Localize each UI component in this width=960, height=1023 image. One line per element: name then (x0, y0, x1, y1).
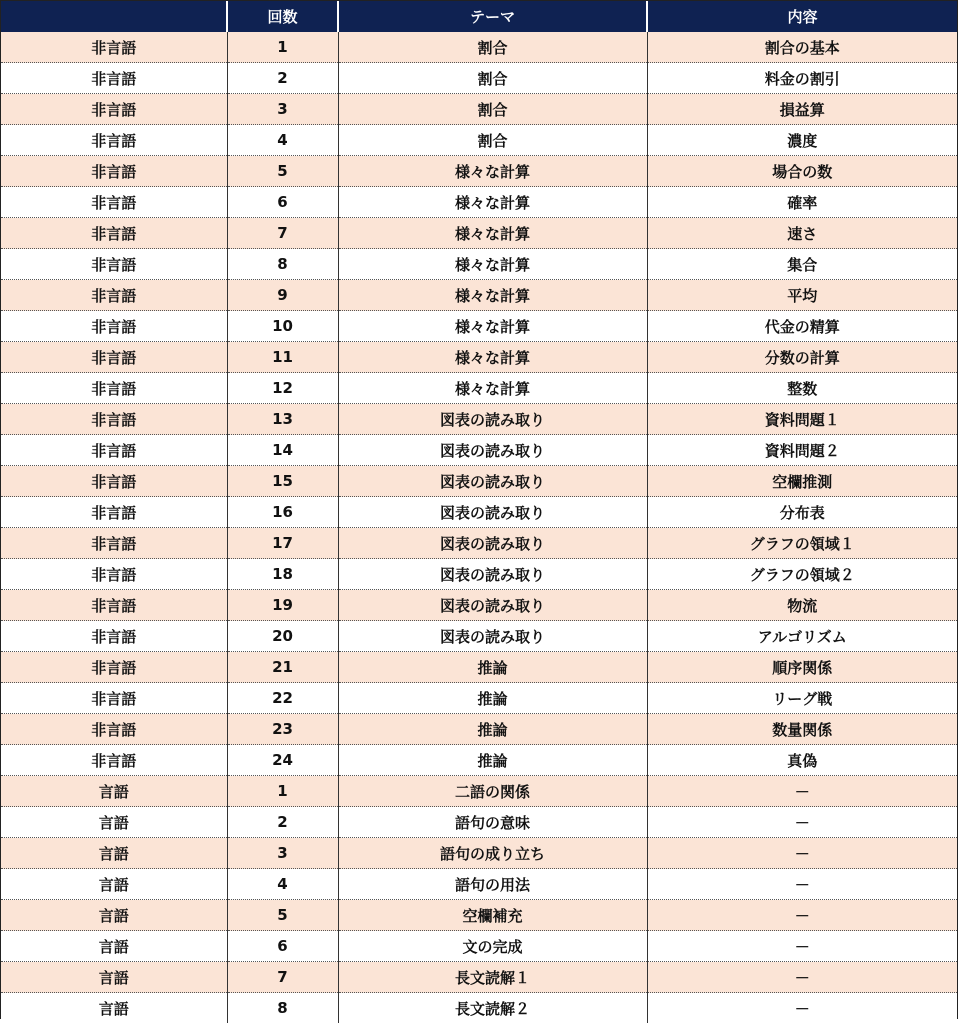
cell-content: 資料問題１ (647, 404, 957, 435)
cell-content: 平均 (647, 280, 957, 311)
cell-category: 非言語 (1, 621, 227, 652)
cell-count: 2 (227, 63, 338, 94)
cell-category: 非言語 (1, 435, 227, 466)
cell-theme: 様々な計算 (338, 156, 647, 187)
cell-count: 7 (227, 218, 338, 249)
table-row (1, 714, 957, 745)
cell-content: － (647, 838, 957, 869)
cell-count: 10 (227, 311, 338, 342)
cell-count: 19 (227, 590, 338, 621)
cell-content: 代金の精算 (647, 311, 957, 342)
table-row (1, 652, 957, 683)
cell-content: 場合の数 (647, 156, 957, 187)
cell-count: 22 (227, 683, 338, 714)
cell-content: － (647, 776, 957, 807)
cell-content: － (647, 807, 957, 838)
table-row (1, 466, 957, 497)
cell-theme: 図表の読み取り (338, 559, 647, 590)
cell-content: アルゴリズム (647, 621, 957, 652)
cell-count: 13 (227, 404, 338, 435)
table-row (1, 156, 957, 187)
cell-content: － (647, 993, 957, 1023)
cell-theme: 図表の読み取り (338, 466, 647, 497)
cell-category: 言語 (1, 900, 227, 931)
table-row (1, 280, 957, 311)
cell-content: リーグ戦 (647, 683, 957, 714)
cell-content: 順序関係 (647, 652, 957, 683)
header-content: 内容 (647, 1, 957, 32)
cell-category: 非言語 (1, 249, 227, 280)
cell-content: グラフの領域２ (647, 559, 957, 590)
cell-theme: 様々な計算 (338, 218, 647, 249)
table-row (1, 94, 957, 125)
cell-count: 23 (227, 714, 338, 745)
cell-theme: 長文読解１ (338, 962, 647, 993)
table-row (1, 435, 957, 466)
cell-theme: 様々な計算 (338, 187, 647, 218)
cell-theme: 空欄補充 (338, 900, 647, 931)
cell-category: 言語 (1, 993, 227, 1023)
cell-count: 16 (227, 497, 338, 528)
cell-content: － (647, 931, 957, 962)
table-row (1, 528, 957, 559)
cell-count: 17 (227, 528, 338, 559)
cell-content: 整数 (647, 373, 957, 404)
cell-category: 非言語 (1, 63, 227, 94)
table-row (1, 187, 957, 218)
cell-count: 9 (227, 280, 338, 311)
cell-count: 4 (227, 869, 338, 900)
cell-content: 集合 (647, 249, 957, 280)
cell-count: 20 (227, 621, 338, 652)
table-row (1, 590, 957, 621)
table-row (1, 218, 957, 249)
cell-category: 非言語 (1, 745, 227, 776)
cell-theme: 語句の用法 (338, 869, 647, 900)
table-row (1, 745, 957, 776)
cell-theme: 割合 (338, 125, 647, 156)
cell-content: 速さ (647, 218, 957, 249)
cell-theme: 語句の意味 (338, 807, 647, 838)
cell-count: 1 (227, 32, 338, 63)
cell-theme: 二語の関係 (338, 776, 647, 807)
cell-content: 物流 (647, 590, 957, 621)
table-body (1, 32, 957, 1023)
cell-theme: 割合 (338, 63, 647, 94)
table-row (1, 993, 957, 1023)
table-row (1, 931, 957, 962)
table-row (1, 869, 957, 900)
cell-category: 非言語 (1, 404, 227, 435)
cell-content: － (647, 962, 957, 993)
cell-content: 資料問題２ (647, 435, 957, 466)
curriculum-table (1, 1, 957, 1023)
cell-count: 12 (227, 373, 338, 404)
cell-category: 非言語 (1, 528, 227, 559)
cell-theme: 推論 (338, 714, 647, 745)
cell-content: 真偽 (647, 745, 957, 776)
table-row (1, 32, 957, 63)
table-row (1, 497, 957, 528)
cell-count: 3 (227, 94, 338, 125)
cell-category: 非言語 (1, 497, 227, 528)
cell-theme: 推論 (338, 683, 647, 714)
table-row (1, 962, 957, 993)
cell-theme: 図表の読み取り (338, 590, 647, 621)
table-row (1, 776, 957, 807)
cell-content: 確率 (647, 187, 957, 218)
cell-theme: 様々な計算 (338, 311, 647, 342)
cell-category: 言語 (1, 807, 227, 838)
cell-category: 非言語 (1, 32, 227, 63)
cell-content: － (647, 900, 957, 931)
cell-count: 18 (227, 559, 338, 590)
cell-category: 非言語 (1, 714, 227, 745)
cell-theme: 図表の読み取り (338, 621, 647, 652)
cell-count: 6 (227, 931, 338, 962)
cell-count: 3 (227, 838, 338, 869)
table-row (1, 838, 957, 869)
table-row (1, 311, 957, 342)
cell-count: 11 (227, 342, 338, 373)
cell-content: 濃度 (647, 125, 957, 156)
cell-category: 非言語 (1, 683, 227, 714)
cell-theme: 様々な計算 (338, 373, 647, 404)
header-row (1, 1, 957, 32)
cell-category: 非言語 (1, 311, 227, 342)
cell-theme: 様々な計算 (338, 342, 647, 373)
cell-count: 5 (227, 900, 338, 931)
cell-category: 非言語 (1, 280, 227, 311)
table-row (1, 559, 957, 590)
cell-content: － (647, 869, 957, 900)
table-row (1, 63, 957, 94)
header-category (1, 1, 227, 32)
table-row (1, 404, 957, 435)
table-row (1, 249, 957, 280)
cell-count: 14 (227, 435, 338, 466)
cell-content: 損益算 (647, 94, 957, 125)
cell-category: 言語 (1, 776, 227, 807)
table-row (1, 373, 957, 404)
cell-category: 非言語 (1, 156, 227, 187)
cell-theme: 推論 (338, 652, 647, 683)
cell-category: 言語 (1, 838, 227, 869)
cell-category: 非言語 (1, 466, 227, 497)
cell-category: 非言語 (1, 187, 227, 218)
cell-theme: 様々な計算 (338, 249, 647, 280)
cell-category: 言語 (1, 869, 227, 900)
cell-count: 8 (227, 249, 338, 280)
cell-category: 言語 (1, 962, 227, 993)
cell-count: 8 (227, 993, 338, 1023)
cell-count: 5 (227, 156, 338, 187)
cell-category: 非言語 (1, 373, 227, 404)
cell-count: 1 (227, 776, 338, 807)
cell-content: 分数の計算 (647, 342, 957, 373)
cell-content: 数量関係 (647, 714, 957, 745)
cell-category: 非言語 (1, 94, 227, 125)
cell-count: 2 (227, 807, 338, 838)
cell-category: 非言語 (1, 652, 227, 683)
cell-content: 割合の基本 (647, 32, 957, 63)
cell-theme: 図表の読み取り (338, 497, 647, 528)
cell-category: 非言語 (1, 559, 227, 590)
header-theme: テーマ (338, 1, 647, 32)
cell-category: 非言語 (1, 125, 227, 156)
cell-theme: 長文読解２ (338, 993, 647, 1023)
table-row (1, 900, 957, 931)
cell-category: 言語 (1, 931, 227, 962)
cell-theme: 図表の読み取り (338, 528, 647, 559)
cell-count: 4 (227, 125, 338, 156)
table-row (1, 621, 957, 652)
cell-count: 7 (227, 962, 338, 993)
cell-theme: 推論 (338, 745, 647, 776)
table-row (1, 125, 957, 156)
cell-theme: 割合 (338, 94, 647, 125)
cell-theme: 様々な計算 (338, 280, 647, 311)
cell-count: 21 (227, 652, 338, 683)
cell-content: 分布表 (647, 497, 957, 528)
table-header (1, 1, 957, 32)
cell-content: グラフの領域１ (647, 528, 957, 559)
cell-theme: 図表の読み取り (338, 404, 647, 435)
table-row (1, 342, 957, 373)
cell-theme: 図表の読み取り (338, 435, 647, 466)
cell-category: 非言語 (1, 342, 227, 373)
cell-theme: 文の完成 (338, 931, 647, 962)
cell-content: 料金の割引 (647, 63, 957, 94)
cell-category: 非言語 (1, 218, 227, 249)
cell-theme: 割合 (338, 32, 647, 63)
cell-content: 空欄推測 (647, 466, 957, 497)
table-row (1, 683, 957, 714)
cell-count: 24 (227, 745, 338, 776)
cell-theme: 語句の成り立ち (338, 838, 647, 869)
header-count: 回数 (227, 1, 338, 32)
cell-category: 非言語 (1, 590, 227, 621)
cell-count: 15 (227, 466, 338, 497)
cell-count: 6 (227, 187, 338, 218)
table-row (1, 807, 957, 838)
